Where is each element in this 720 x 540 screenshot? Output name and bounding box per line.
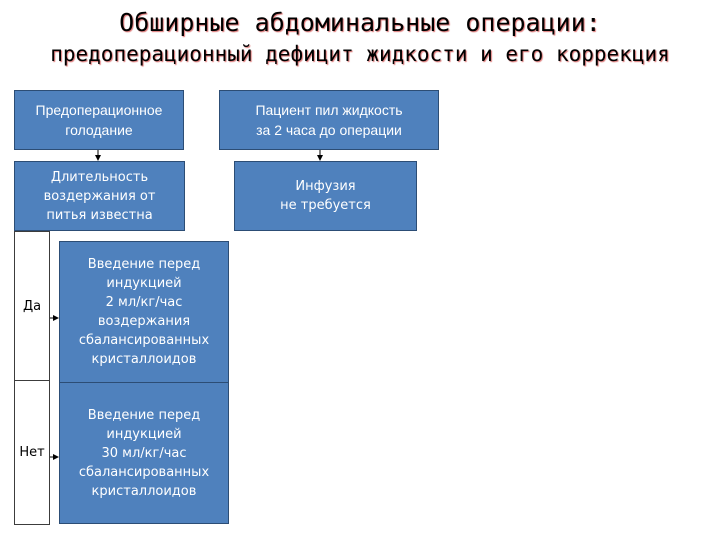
box-no-action: Введение перед индукцией 30 мл/кг/час сбалансированных кристаллоидов [59,382,229,524]
box-preoperative-fasting: Предоперационное голодание [14,90,184,150]
box-yes-action: Введение перед индукцией 2 мл/кг/час воздержания сбалансированных кристаллоидов [59,241,229,383]
box-patient-drank-fluid: Пациент пил жидкость за 2 часа до операции [219,90,439,150]
diagram-subtitle: предоперационный дефицит жидкости и его коррекция [50,42,670,66]
label-no: Нет [14,380,50,525]
box-fasting-duration-known: Длительность воздержания от питья известна [14,161,185,231]
box-no-infusion-needed: Инфузия не требуется [234,161,417,231]
label-yes: Да [14,231,50,381]
diagram-title: Обширные абдоминальные операции: [119,8,601,37]
